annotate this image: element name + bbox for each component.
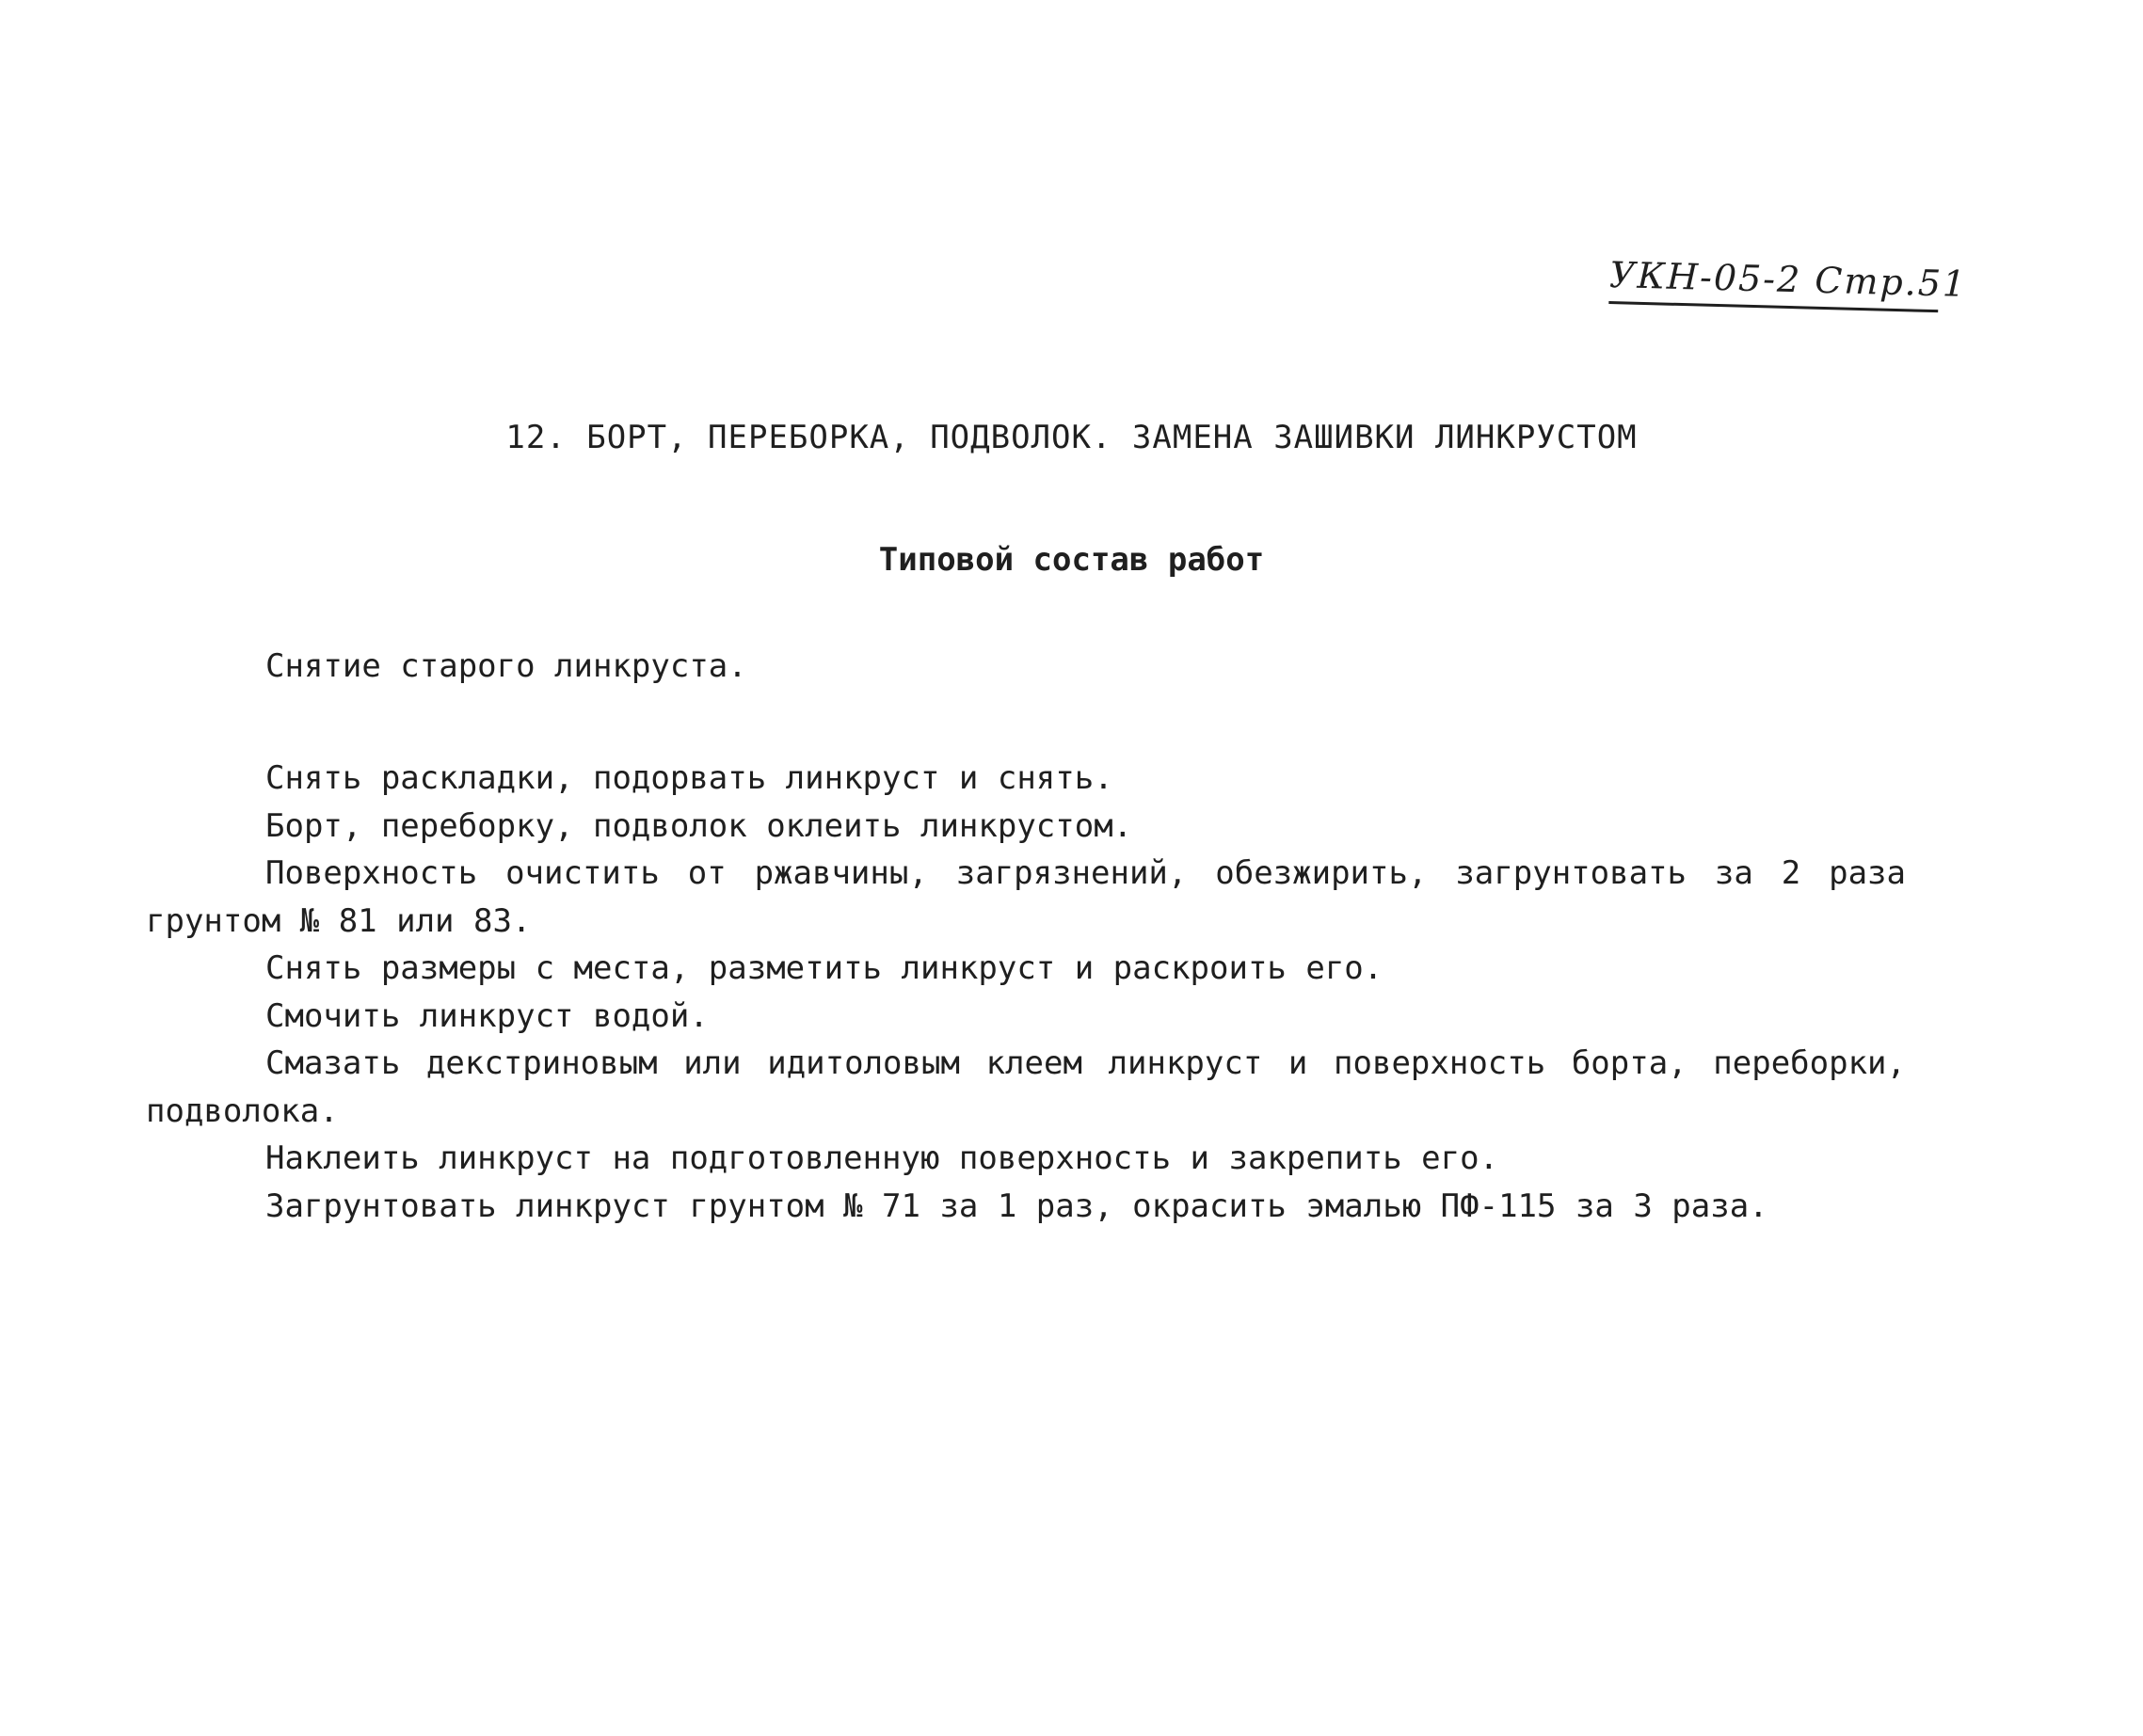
work-step: Снять раскладки, подорвать линкруст и снять. — [265, 759, 1113, 797]
work-step: Наклеить линкруст на подготовленную поверхность и закрепить его. — [265, 1139, 1499, 1177]
work-step: Смазать декстриновым или идитоловым клеем линкруст и поверхность борта, переборки, подволока. — [146, 1044, 1906, 1130]
section-title: 12. БОРТ, ПЕРЕБОРКА, ПОДВОЛОК. ЗАМЕНА ЗАШИВКИ ЛИНКРУСТОМ — [505, 419, 1638, 456]
work-step: Поверхность очистить от ржавчины, загрязнений, обезжирить, загрунтовать за 2 раза грунтом № 81 или 83. — [146, 854, 1906, 940]
page-reference: УКН-05-2 Стр.51 — [1608, 254, 1939, 312]
section-subtitle: Типовой состав работ — [878, 541, 1265, 579]
work-step: Снять размеры с места, разметить линкруст и раскроить его. — [265, 949, 1383, 987]
work-step: Борт, переборку, подволок оклеить линкрустом. — [265, 806, 1133, 845]
work-step: Смочить линкруст водой. — [265, 996, 709, 1035]
intro-text: Снятие старого линкруста. — [265, 647, 747, 685]
work-step: Загрунтовать линкруст грунтом № 71 за 1 раз, окрасить эмалью ПФ-115 за 3 раза. — [265, 1187, 1768, 1225]
work-steps — [146, 755, 1906, 1230]
